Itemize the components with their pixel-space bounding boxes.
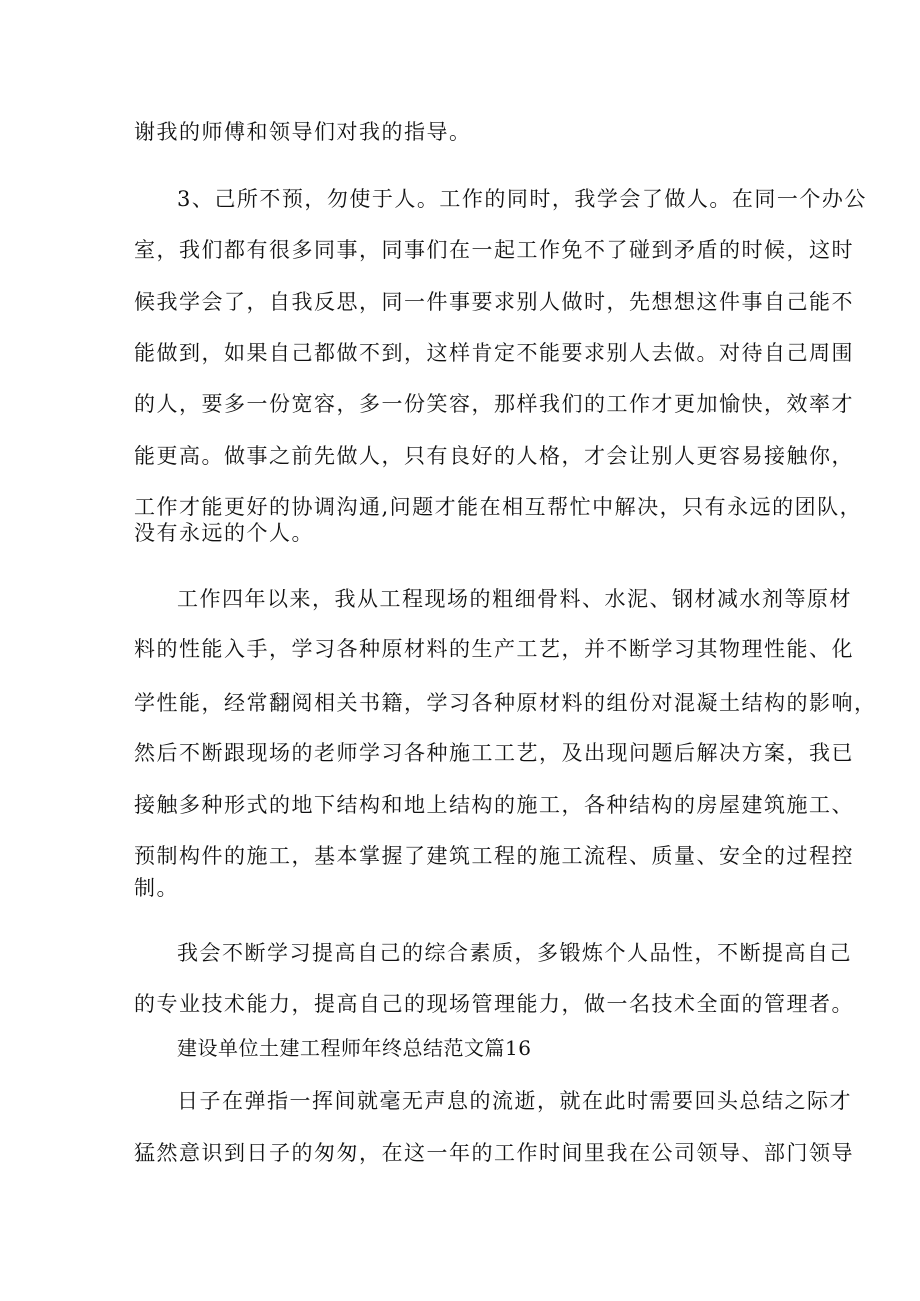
text-line: 猛然意识到日子的匆匆，在这一年的工作时间里我在公司领导、部门领导	[134, 1141, 854, 1165]
text-line: 的人，要多一份宽容，多一份笑容，那样我们的工作才更加愉快，效率才	[134, 392, 854, 416]
text-line: 没有永远的个人。	[134, 521, 314, 545]
text-line: 接触多种形式的地下结构和地上结构的施工，各种结构的房屋建筑施工、	[134, 793, 854, 817]
text-line: 日子在弹指一挥间就毫无声息的流逝，就在此时需要回头总结之际才	[177, 1089, 852, 1113]
text-line: 学性能，经常翻阅相关书籍，学习各种原材料的组份对混凝土结构的影响，	[134, 691, 877, 715]
text-line: 我会不断学习提高自己的综合素质，多锻炼个人品性，不断提高自己	[177, 941, 852, 965]
text-line: 谢我的师傅和领导们对我的指导。	[134, 120, 472, 144]
text-line: 能做到，如果自己都做不到，这样肯定不能要求别人去做。对待自己周围	[134, 341, 854, 365]
text-line: 3、己所不预，勿使于人。工作的同时，我学会了做人。在同一个办公	[177, 187, 867, 211]
text-line: 制。	[134, 876, 179, 900]
text-line: 然后不断跟现场的老师学习各种施工工艺，及出现问题后解决方案，我已	[134, 741, 854, 765]
text-line: 料的性能入手，学习各种原材料的生产工艺，并不断学习其物理性能、化	[134, 637, 854, 661]
text-line: 预制构件的施工，基本掌握了建筑工程的施工流程、质量、安全的过程控	[134, 844, 854, 868]
text-line: 候我学会了，自我反思，同一件事要求别人做时，先想想这件事自己能不	[134, 290, 854, 314]
text-line: 室，我们都有很多同事，同事们在一起工作免不了碰到矛盾的时候，这时	[134, 238, 854, 262]
text-line: 能更高。做事之前先做人，只有良好的人格，才会让别人更容易接触你，	[134, 444, 854, 468]
text-line: 工作四年以来，我从工程现场的粗细骨料、水泥、钢材减水剂等原材	[177, 587, 852, 611]
text-line: 工作才能更好的协调沟通,问题才能在相互帮忙中解决，只有永远的团队，	[134, 495, 863, 519]
text-line: 的专业技术能力，提高自己的现场管理能力，做一名技术全面的管理者。	[134, 992, 854, 1016]
section-heading: 建设单位土建工程师年终总结范文篇16	[177, 1036, 532, 1060]
